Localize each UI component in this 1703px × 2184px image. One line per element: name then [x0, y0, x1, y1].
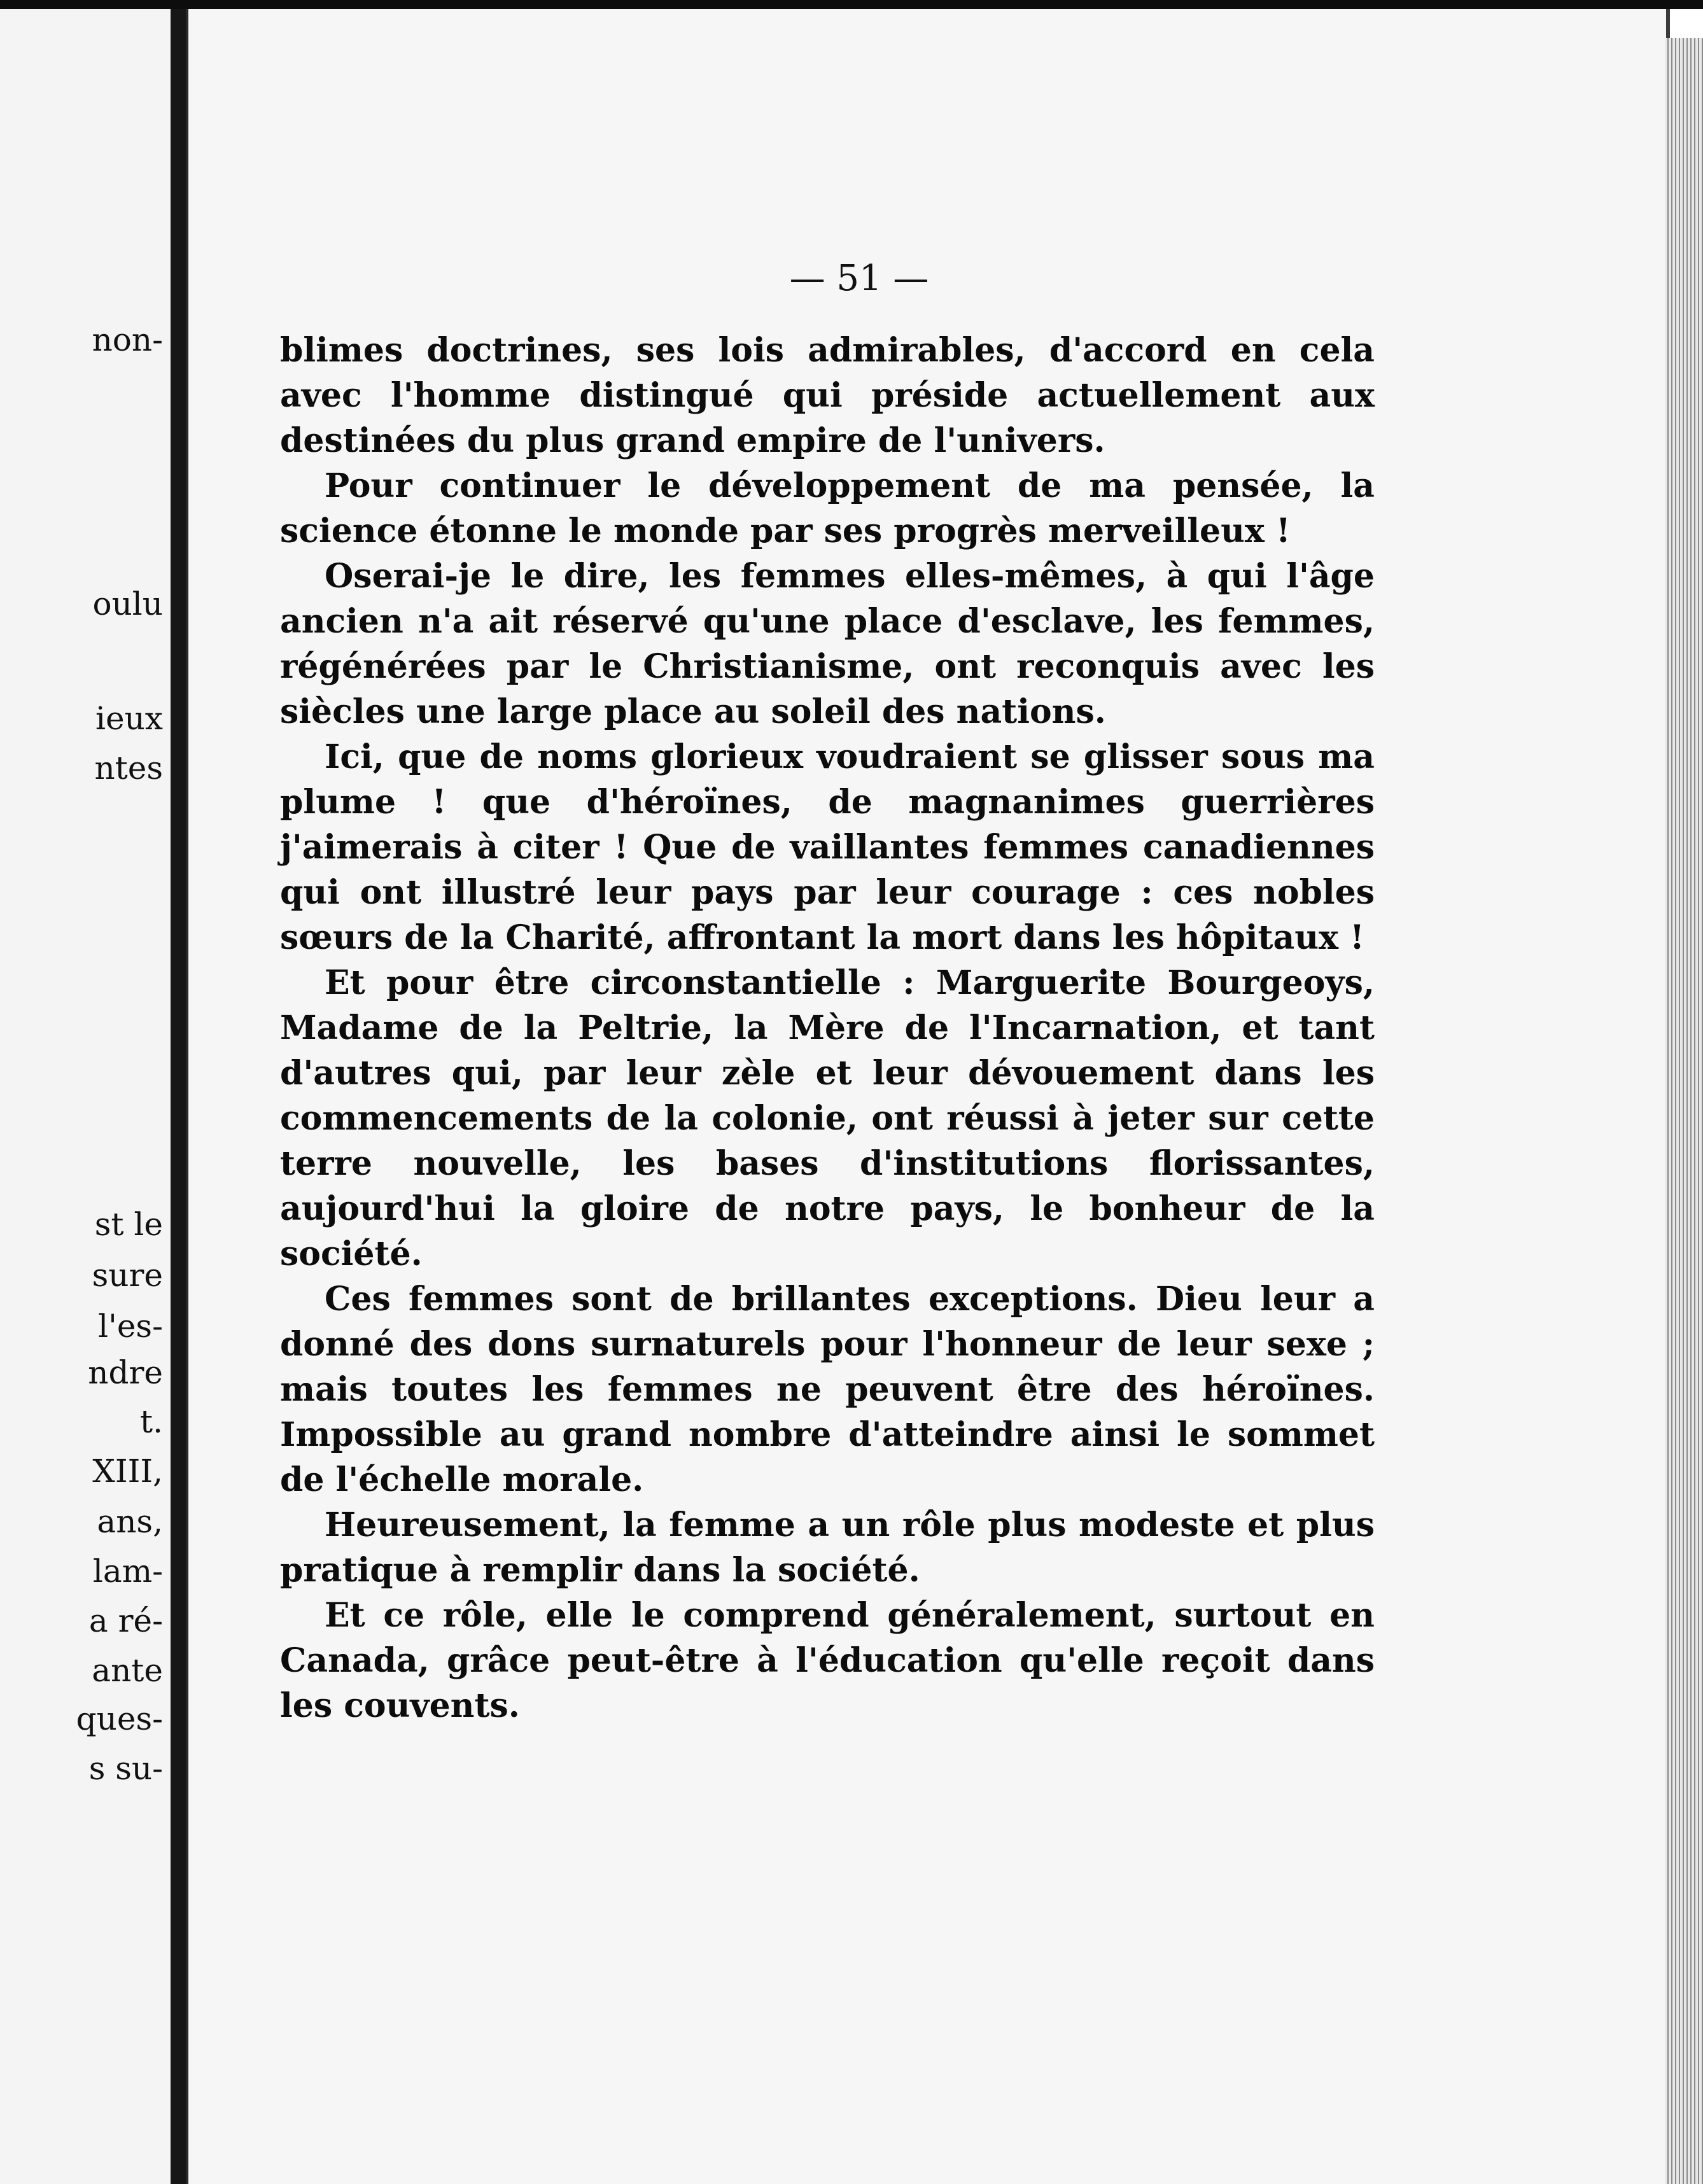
- book-gutter: [171, 0, 186, 2184]
- fragment-line: oulu: [92, 585, 163, 622]
- fragment-line: st le: [94, 1206, 163, 1243]
- paragraph: Et ce rôle, elle le comprend généralement, surtout en Canada, grâce peut-être à l'éducation qu'elle reçoit dans les couvents.: [280, 1596, 1375, 1725]
- fragment-line: a ré-: [88, 1602, 163, 1639]
- scan-border: [0, 0, 1703, 9]
- paragraph: Oserai-je le dire, les femmes elles-mêmes, à qui l'âge ancien n'a ait réservé qu'une place d'esclave, les femmes, régénérées par le Christianisme, ont reconquis avec les siècles une large place au soleil des nations.: [280, 557, 1375, 731]
- paragraph: Heureusement, la femme a un rôle plus modeste et plus pratique à remplir dans la société.: [280, 1506, 1375, 1590]
- page-stack-edge: [1665, 38, 1703, 2184]
- fragment-line: l'es-: [98, 1308, 163, 1345]
- fragment-line: ques-: [76, 1700, 163, 1737]
- fragment-line: ans,: [97, 1503, 163, 1540]
- fragment-line: XIII,: [92, 1453, 163, 1490]
- fragment-line: s su-: [88, 1750, 163, 1787]
- previous-page-text: [0, 0, 167, 2184]
- paragraph: blimes doctrines, ses lois admirables, d'accord en cela avec l'homme distingué qui préside actuellement aux destinées du plus grand empire de l'univers.: [280, 331, 1375, 460]
- fragment-line: sure: [92, 1257, 163, 1294]
- fragment-line: ieux: [95, 700, 163, 737]
- page-body: [280, 328, 1375, 1728]
- fragment-line: ante: [92, 1652, 163, 1689]
- paragraph: Ici, que de noms glorieux voudraient se glisser sous ma plume ! que d'héroïnes, de magnanimes guerrières j'aimerais à citer ! Que de vaillantes femmes canadiennes qui ont illustré leur pays par leur courage : ces nobles sœurs de la Charité, affrontant la mort dans les hôpitaux !: [280, 738, 1375, 957]
- paragraph: Pour continuer le développement de ma pensée, la science étonne le monde par ses progrès merveilleux !: [280, 466, 1375, 550]
- paragraph: Et pour être circonstantielle : Marguerite Bourgeoys, Madame de la Peltrie, la Mère de l'Incarnation, et tant d'autres qui, par leur zèle et leur dévouement dans les commencements de la colonie, ont réussi à jeter sur cette terre nouvelle, les bases d'institutions florissantes, aujourd'hui la gloire de notre pays, le bonheur de la société.: [280, 963, 1375, 1273]
- paragraph: Ces femmes sont de brillantes exceptions. Dieu leur a donné des dons surnaturels pour l'honneur de leur sexe ; mais toutes les femmes ne peuvent être des héroïnes. Impossible au grand nombre d'atteindre ainsi le sommet de l'échelle morale.: [280, 1280, 1375, 1499]
- fragment-line: lam-: [92, 1553, 163, 1590]
- fragment-line: ntes: [94, 750, 163, 787]
- fragment-line: non-: [92, 321, 163, 358]
- fragment-line: ndre: [88, 1354, 163, 1391]
- page-number: — 51 —: [789, 258, 929, 299]
- fragment-line: t.: [140, 1403, 163, 1440]
